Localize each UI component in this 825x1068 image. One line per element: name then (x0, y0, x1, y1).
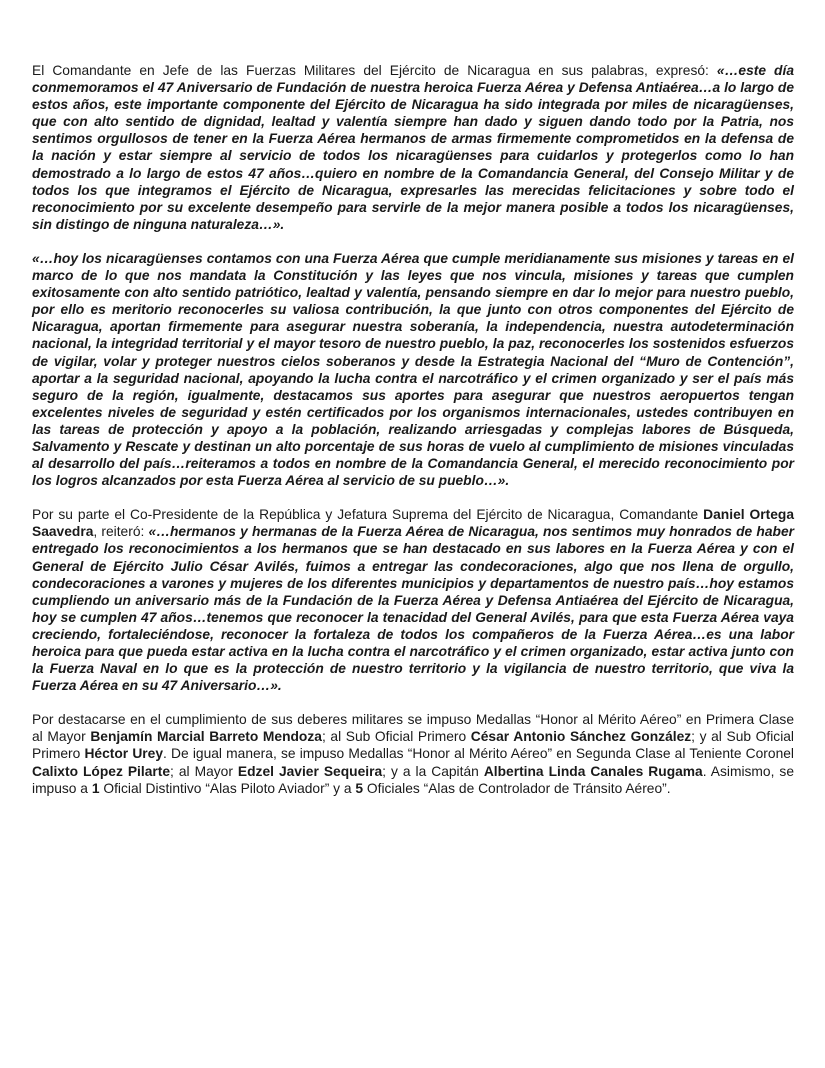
count-value: 5 (355, 780, 364, 796)
paragraph-1 (32, 62, 794, 233)
person-name: Calixto López Pilarte (32, 763, 171, 779)
body-text: Por destacarse en el cumplimiento de sus deberes militares se impuso Medallas “Honor al Mérito Aéreo” en Primera Clase al Mayor (32, 712, 794, 745)
count-value: 1 (91, 780, 100, 796)
person-name: Héctor Urey (84, 746, 164, 762)
person-name: César Antonio Sánchez González (470, 729, 692, 745)
person-name: Albertina Linda Canales Rugama (483, 763, 703, 779)
person-name: Edzel Javier Sequeira (237, 763, 383, 779)
body-text: , reiteró: (93, 524, 149, 540)
quote-president: «…hermanos y hermanas de la Fuerza Aérea de Nicaragua, nos sentimos muy honrados de haber entregado los reconocimientos a los hermanos que se han destacado en sus labores en la Fuerza Aérea y con el General de Ejército Julio César Avilés, fuimos a entregar las condecoraciones, algo que nos llena de orgullo, condecoraciones a varones y mujeres de los diferentes municipios y departamentos de nuestro país…hoy estamos cumpliendo un aniversario más de la Fundación de la Fuerza Aérea y Defensa Antiaérea del Ejército de Nicaragua, hoy se cumplen 47 años…tenemos que reconocer la tenacidad del General Avilés, para que esta Fuerza Aérea vaya creciendo, fortaleciéndose, reconocer la fortaleza de todos los compañeros de la Fuerza Aérea…es una labor heroica para que pueda estar activa en la lucha contra el narcotráfico y el crimen organizado, estar activa junto con la Fuerza Naval en lo que es la protección de nuestro territorio y la vigilancia de nuestro territorio, que viva la Fuerza Aérea en su 47 Aniversario…». (32, 524, 794, 694)
document-body (32, 62, 794, 814)
intro-text: El Comandante en Jefe de las Fuerzas Militares del Ejército de Nicaragua en sus palabras, expresó: (32, 63, 717, 78)
quote-commander-continued: «…hoy los nicaragüenses contamos con una Fuerza Aérea que cumple meridianamente sus misiones y tareas en el marco de lo que nos mandata la Constitución y las leyes que nos vincula, misiones y tareas que cumplen exitosamente con alto sentido patriótico, lealtad y valentía, pensando siempre en dar lo mejor para nuestro pueblo, por ello es meritorio reconocerles su valiosa contribución, la que junto con otros componentes del Ejército de Nicaragua, aportan firmemente para asegurar nuestra soberanía, la independencia, nuestra autodeterminación nacional, la integridad territorial y el mayor tesoro de nuestro pueblo, la paz, reconocerles los sostenidos esfuerzos de vigilar, volar y proteger nuestros cielos soberanos y desde la Estrategia Nacional del “Muro de Contención”, aportar a la seguridad nacional, apoyando la lucha contra el narcotráfico y el crimen organizado y ser el país más seguro de la región, igualmente, destacamos sus aportes para asegurar que nuestros aeropuertos tengan excelentes niveles de seguridad y estén certificados por los organismos internacionales, ustedes contribuyen en las tareas de protección y apoyo a la población, realizando arriesgadas y complejas labores de Búsqueda, Salvamento y Rescate y destinan un alto porcentaje de sus horas de vuelo al cumplimiento de misiones vinculadas al desarrollo del país…reiteramos a todos en nombre de la Comandancia General, el merecido reconocimiento por los logros alcanzados por esta Fuerza Aérea al servicio de su pueblo…». (32, 250, 794, 489)
intro-text: Por su parte el Co-Presidente de la República y Jefatura Suprema del Ejército de Nicaragua, Comandante (32, 507, 704, 523)
paragraph-3 (32, 506, 794, 694)
quote-commander: «…este día conmemoramos el 47 Aniversario de Fundación de nuestra heroica Fuerza Aérea y Defensa Antiaérea…a lo largo de estos años, este importante componente del Ejército de Nicaragua ha sido integrada por miles de nicaragüenses, que con alto sentido de dignidad, lealtad y valentía siempre han dado y siguen dando todo por la Patria, nos sentimos orgullosos de tener en la Fuerza Aérea hermanos de armas firmemente comprometidos en la defensa de la nación y estar siempre al servicio de todos los nicaragüenses para cuidarlos y protegerlos como lo han demostrado a lo largo de estos 47 años…quiero en nombre de la Comandancia General, del Consejo Militar y de todos los que integramos el Ejército de Nicaragua, expresarles las merecidas felicitaciones y sobre todo el reconocimiento por su excelente desempeño para servirle de la mejor manera posible a todos los nicaragüenses, sin distingo de ninguna naturaleza…». (32, 63, 794, 232)
person-name: Daniel Ortega Saavedra (32, 507, 794, 540)
body-text: . De igual manera, se impuso Medallas “Honor al Mérito Aéreo” en Segunda Clase al Teniente Coronel (163, 746, 794, 762)
body-text: ; al Mayor (170, 763, 238, 779)
paragraph-4 (32, 711, 794, 796)
person-name: Benjamín Marcial Barreto Mendoza (90, 729, 322, 745)
body-text: ; al Sub Oficial Primero (321, 729, 471, 745)
body-text: . Asimismo, se impuso a (32, 763, 794, 796)
body-text: ; y al Sub Oficial Primero (32, 729, 794, 762)
paragraph-2 (32, 250, 794, 489)
body-text: Oficiales “Alas de Controlador de Tránsito Aéreo”. (363, 780, 671, 796)
body-text: Oficial Distintivo “Alas Piloto Aviador” y a (99, 780, 356, 796)
body-text: ; y a la Capitán (382, 763, 484, 779)
